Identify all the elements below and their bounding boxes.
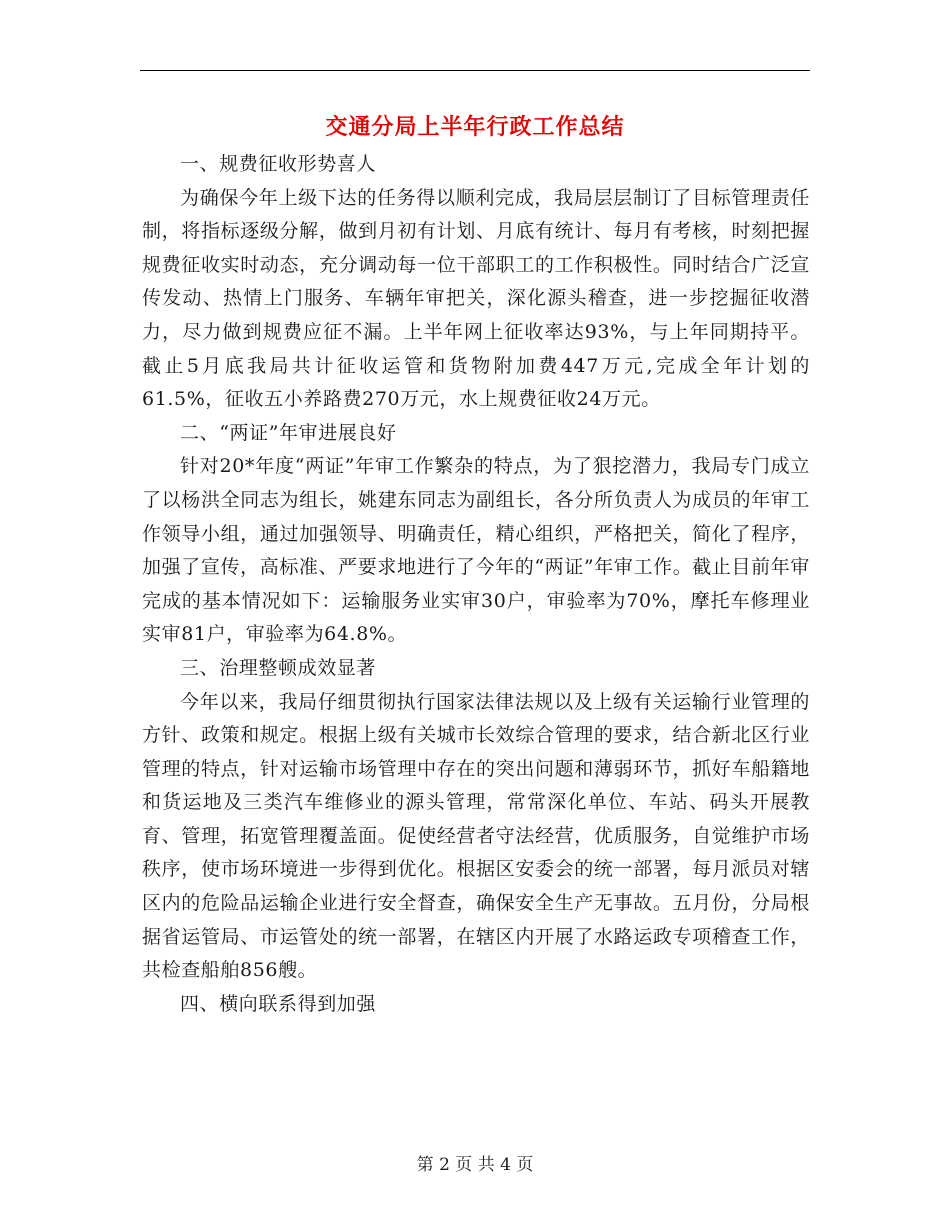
section-heading-1: 一、规费征收形势喜人	[180, 153, 377, 175]
paragraph-2: 针对20*年度“两证”年审工作繁杂的特点，为了狠挖潜力，我局专门成立了以杨洪全同志为组长，姚建东同志为副组长，各分所负责人为成员的年审工作领导小组，通过加强领导、明确责任，精心组织，严格把关，简化了程序，加强了宣传，高标准、严要求地进行了今年的“两证”年审工作。截止目前年审完成的基本情况如下：运输服务业实审30户，审验率为70%，摩托车修理业实审81户，审验率为64.8%。	[142, 455, 810, 646]
page-number: 第 2 页 共 4 页	[416, 1155, 534, 1175]
section-heading-2: 二、“两证”年审进展良好	[180, 421, 397, 444]
section-heading-3: 三、治理整顿成效显著	[180, 656, 377, 679]
page-footer	[0, 1153, 950, 1177]
document-title: 交通分局上半年行政工作总结	[325, 114, 625, 140]
paragraph-1: 为确保今年上级下达的任务得以顺利完成，我局层层制订了目标管理责任制，将指标逐级分解，做到月初有计划、月底有统计、每月有考核，时刻把握规费征收实时动态，充分调动每一位干部职工的工作积极性。同时结合广泛宣传发动、热情上门服务、车辆年审把关，深化源头稽查，进一步挖掘征收潜力，尽力做到规费应征不漏。上半年网上征收率达93%，与上年同期持平。截止5月底我局共计征收运管和货物附加费447万元,完成全年计划的61.5%，征收五小养路费270万元，水上规费征收24万元。	[142, 186, 810, 411]
paragraph-3: 今年以来，我局仔细贯彻执行国家法律法规以及上级有关运输行业管理的方针、政策和规定。根据上级有关城市长效综合管理的要求，结合新北区行业管理的特点，针对运输市场管理中存在的突出问题和薄弱环节，抓好车船籍地和货运地及三类汽车维修业的源头管理，常常深化单位、车站、码头开展教育、管理，拓宽管理覆盖面。促使经营者守法经营，优质服务，自觉维护市场秩序，使市场环境进一步得到优化。根据区安委会的统一部署，每月派员对辖区内的危险品运输企业进行安全督查，确保安全生产无事故。五月份，分局根据省运管局、市运管处的统一部署，在辖区内开展了水路运政专项稽查工作，共检查船舶856艘。	[142, 690, 810, 982]
section-heading-4: 四、横向联系得到加强	[180, 992, 377, 1015]
header-rule	[140, 70, 810, 71]
document-body	[142, 148, 810, 1021]
